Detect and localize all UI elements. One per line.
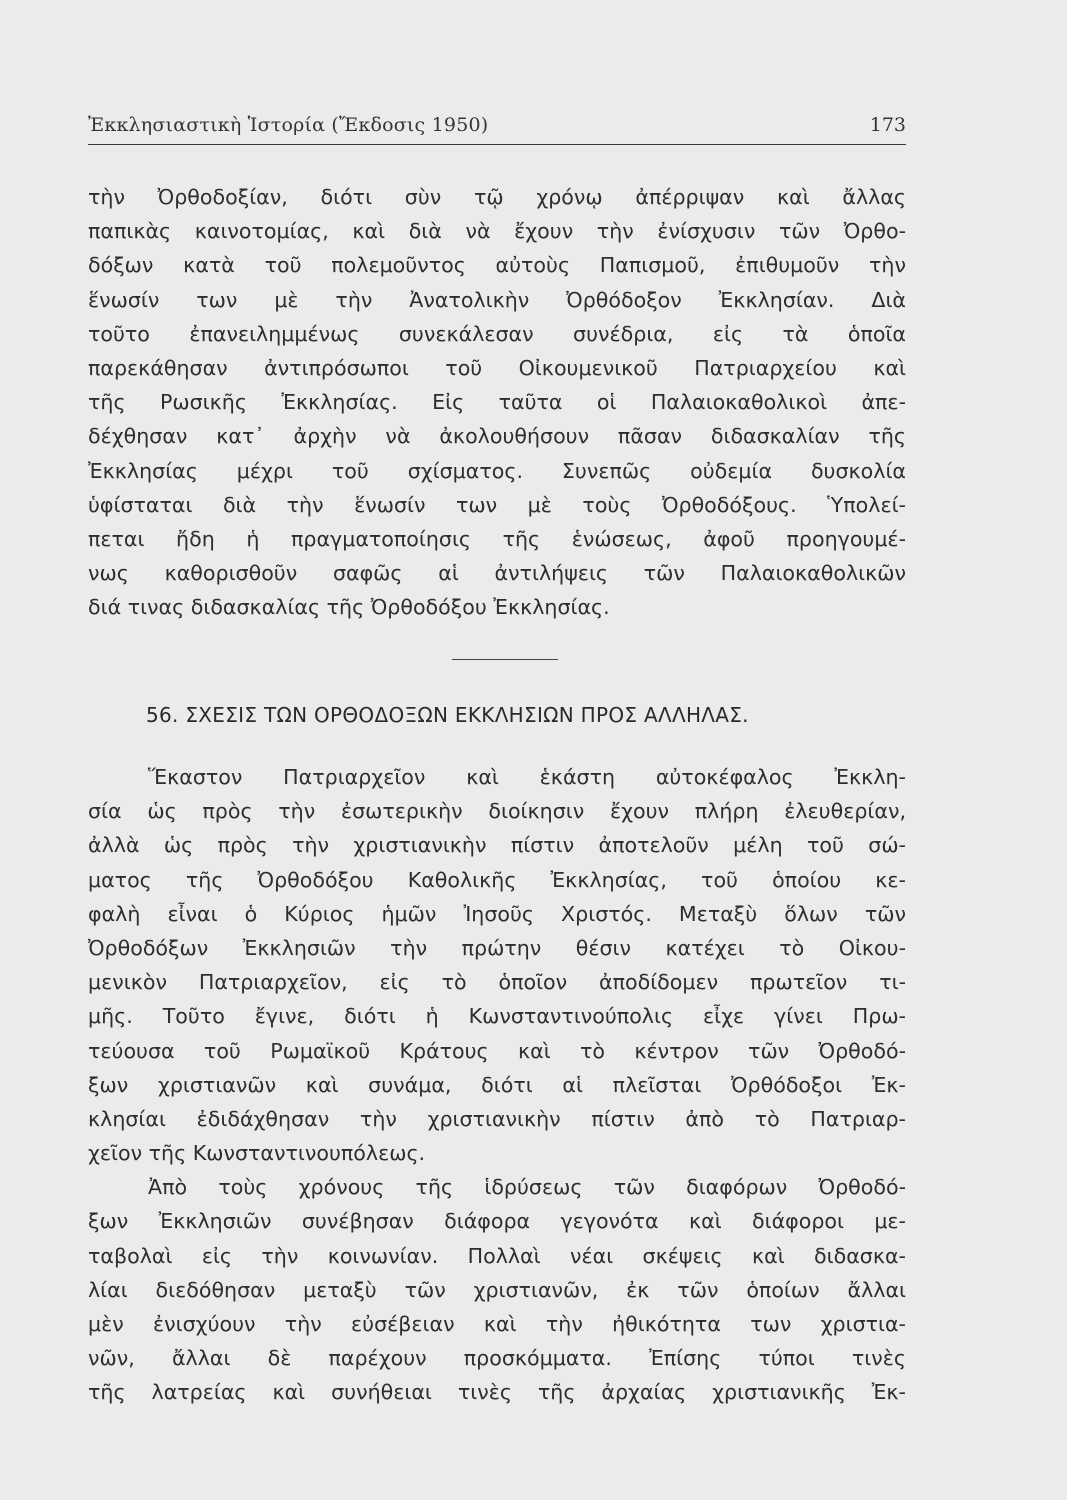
section-body	[88, 760, 906, 1410]
text-line: μῆς. Τοῦτο ἔγινε, διότι ἡ Κωνσταντινούπολις εἶχε γίνει Πρω-	[88, 1004, 906, 1029]
text-line: διά τινας διδασκαλίας τῆς Ὀρθοδόξου Ἐκκλησίας.	[88, 595, 610, 620]
paragraph-continuation	[88, 180, 906, 624]
text-line: σία ὡς πρὸς τὴν ἐσωτερικὴν διοίκησιν ἔχουν πλήρη ἐλευθερίαν,	[88, 799, 906, 824]
text-line: ξων χριστιανῶν καὶ συνάμα, διότι αἱ πλεῖσται Ὀρθόδοξοι Ἐκ-	[88, 1072, 906, 1097]
running-title: Ἐκκλησιαστικὴ Ἱστορία (Ἔκδοσις 1950)	[88, 114, 489, 136]
text-line: ἕνωσίν των μὲ τὴν Ἀνατολικὴν Ὀρθόδοξον Ἐκκλησίαν. Διὰ	[88, 287, 906, 312]
text-line: Ἕκαστον Πατριαρχεῖον καὶ ἑκάστη αὐτοκέφαλος Ἐκκλη-	[148, 765, 906, 789]
text-line: ἀλλὰ ὡς πρὸς τὴν χριστιανικὴν πίστιν ἀποτελοῦν μέλη τοῦ σώ-	[88, 833, 906, 858]
running-header	[88, 112, 906, 145]
text-line: τεύουσα τοῦ Ρωμαϊκοῦ Κράτους καὶ τὸ κέντρον τῶν Ὀρθοδό-	[88, 1038, 906, 1063]
text-line: νως καθορισθοῦν σαφῶς αἱ ἀντιλήψεις τῶν Παλαιοκαθολικῶν	[88, 561, 906, 586]
text-line: μὲν ἐνισχύουν τὴν εὐσέβειαν καὶ τὴν ἠθικότητα των χριστια-	[88, 1312, 906, 1336]
text-line: τὴν Ὀρθοδοξίαν, διότι σὺν τῷ χρόνῳ ἀπέρριψαν καὶ ἄλλας	[88, 185, 906, 209]
text-line: ξων Ἐκκλησιῶν συνέβησαν διάφορα γεγονότα καὶ διάφοροι με-	[88, 1209, 906, 1234]
text-line: παπικὰς καινοτομίας, καὶ διὰ νὰ ἔχουν τὴν ἐνίσχυσιν τῶν Ὀρθο-	[88, 219, 906, 244]
text-line: παρεκάθησαν ἀντιπρόσωποι τοῦ Οἰκουμενικοῦ Πατριαρχείου καὶ	[88, 355, 906, 380]
text-line: ματος τῆς Ὀρθοδόξου Καθολικῆς Ἐκκλησίας, τοῦ ὁποίου κε-	[88, 867, 906, 892]
text-line: τῆς Ρωσικῆς Ἐκκλησίας. Εἰς ταῦτα οἱ Παλαιοκαθολικοὶ ἀπε-	[88, 390, 906, 415]
text-line: πεται ἤδη ἡ πραγματοποίησις τῆς ἑνώσεως, ἀφοῦ προηγουμέ-	[88, 526, 906, 551]
text-line: τῆς λατρείας καὶ συνήθειαι τινὲς τῆς ἀρχαίας χριστιανικῆς Ἐκ-	[88, 1380, 906, 1405]
text-line: νῶν, ἄλλαι δὲ παρέχουν προσκόμματα. Ἐπίσης τύποι τινὲς	[88, 1346, 906, 1371]
section-divider	[452, 659, 558, 660]
page-number: 173	[869, 114, 906, 136]
text-line: λίαι διεδόθησαν μεταξὺ τῶν χριστιανῶν, ἐκ τῶν ὁποίων ἄλλαι	[88, 1277, 906, 1302]
text-line: δόξων κατὰ τοῦ πολεμοῦντος αὐτοὺς Παπισμοῦ, ἐπιθυμοῦν τὴν	[88, 253, 906, 278]
text-line: Ἀπὸ τοὺς χρόνους τῆς ἱδρύσεως τῶν διαφόρων Ὀρθοδό-	[148, 1175, 906, 1200]
text-line: μενικὸν Πατριαρχεῖον, εἰς τὸ ὁποῖον ἀποδίδομεν πρωτεῖον τι-	[88, 970, 906, 995]
text-line: χεῖον τῆς Κωνσταντινουπόλεως.	[88, 1141, 426, 1166]
text-line: Ὀρθοδόξων Ἐκκλησιῶν τὴν πρώτην θέσιν κατέχει τὸ Οἰκου-	[88, 935, 906, 960]
text-line: Ἐκκλησίας μέχρι τοῦ σχίσματος. Συνεπῶς οὐδεμία δυσκολία	[88, 458, 906, 483]
text-line: ὑφίσταται διὰ τὴν ἕνωσίν των μὲ τοὺς Ὀρθοδόξους. Ὑπολεί-	[88, 492, 906, 517]
text-line: κλησίαι ἐδιδάχθησαν τὴν χριστιανικὴν πίστιν ἀπὸ τὸ Πατριαρ-	[88, 1106, 906, 1131]
text-line: τοῦτο ἐπανειλημμένως συνεκάλεσαν συνέδρια, εἰς τὰ ὁποῖα	[88, 321, 906, 346]
text-line: φαλὴ εἶναι ὁ Κύριος ἡμῶν Ἰησοῦς Χριστός. Μεταξὺ ὅλων τῶν	[88, 901, 906, 926]
text-line: ταβολαὶ εἰς τὴν κοινωνίαν. Πολλαὶ νέαι σκέψεις καὶ διδασκα-	[88, 1243, 906, 1268]
section-heading: 56. ΣΧΕΣΙΣ ΤΩΝ ΟΡΘΟΔΟΞΩΝ ΕΚΚΛΗΣΙΩΝ ΠΡΟΣ ΑΛΛΗΛΑΣ.	[146, 703, 749, 727]
text-line: δέχθησαν κατ᾽ ἀρχὴν νὰ ἀκολουθήσουν πᾶσαν διδασκαλίαν τῆς	[88, 424, 906, 449]
